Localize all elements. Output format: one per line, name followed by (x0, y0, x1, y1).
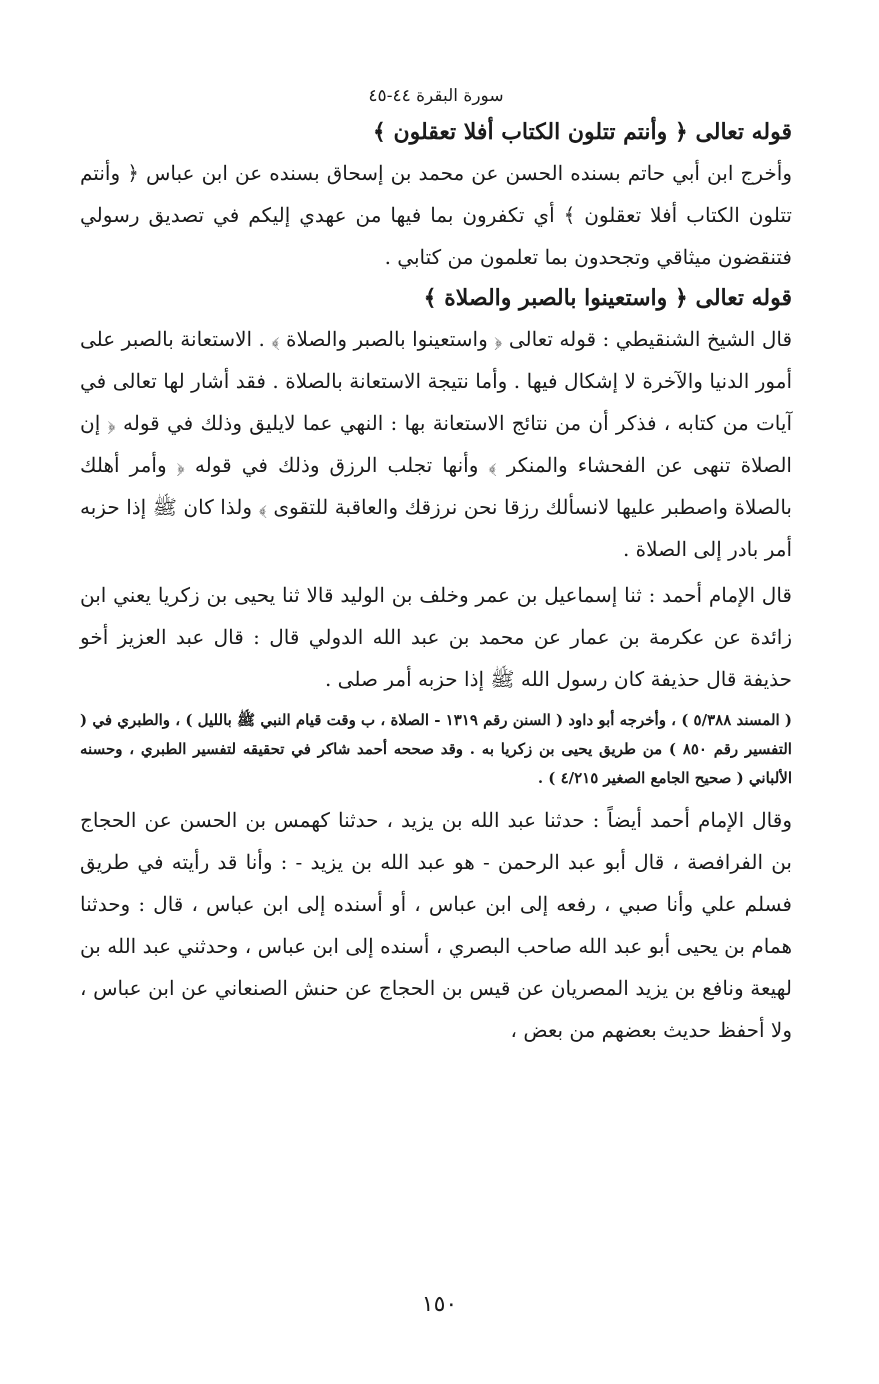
page-number: ١٥٠ (421, 1292, 458, 1317)
document-page (80, 84, 792, 1051)
paragraph-shanqiti: قال الشيخ الشنقيطي : قوله تعالى ﴿ واستعينوا بالصبر والصلاة ﴾ . الاستعانة بالصبر على أمور الدنيا والآخرة لا إشكال فيها . وأما نتيجة الاستعانة بالصلاة . فقد أشار لها تعالى في آيات من كتابه ، فذكر أن من نتائج الاستعانة بها : النهي عما لايليق وذلك في قوله ﴿ إن الصلاة تنهى عن الفحشاء والمنكر ﴾ وأنها تجلب الرزق وذلك في قوله ﴿ وأمر أهلك بالصلاة واصطبر عليها لانسألك رزقا نحن نرزقك والعاقبة للتقوى ﴾ ولذا كان ﷺ إذا حزبه أمر بادر إلى الصلاة . (80, 327, 792, 561)
running-header: سورة البقرة ٤٤-٤٥ (368, 86, 504, 106)
section-heading-1: قوله تعالى ﴿ وأنتم تتلون الكتاب أفلا تعقلون ﴾ (372, 119, 792, 145)
paragraph-imam-ahmad-2: وقال الإمام أحمد أيضاً : حدثنا عبد الله بن يزيد ، حدثنا كهمس بن الحسن عن الحجاج بن الفرافصة ، قال أبو عبد الرحمن - هو عبد الله بن يزيد - : وأنا قد رأيته في طريق فسلم علي وأنا صبي ، رفعه إلى ابن عباس ، أو أسنده إلى ابن عباس ، قال : وحدثنا همام بن يحيى أبو عبد الله صاحب البصري ، أسنده إلى ابن عباس ، وحدثني عبد الله بن لهيعة ونافع بن يزيد المصريان عن قيس بن الحجاج عن حنش الصنعاني عن ابن عباس ، ولا أحفظ حديث بعضهم من بعض ، (80, 808, 792, 1042)
paragraph-ibn-abi-hatim: وأخرج ابن أبي حاتم بسنده الحسن عن محمد بن إسحاق بسنده عن ابن عباس ﴿ وأنتم تتلون الكتاب أفلا تعقلون ﴾ أي تكفرون بما فيها من عهدي إليكم في تصديق رسولي فتنقضون ميثاقي وتجحدون بما تعلمون من كتابي . (80, 161, 792, 269)
footnote-citation: ( المسند ٥/٣٨٨ ) ، وأخرجه أبو داود ( السنن رقم ١٣١٩ - الصلاة ، ب وقت قيام النبي ﷺ بالليل ) ، والطبري في ( التفسير رقم ٨٥٠ ) من طريق يحيى بن زكريا به . وقد صححه أحمد شاكر في تحقيقه لتفسير الطبري ، وحسنه الألباني ( صحيح الجامع الصغير ٤/٢١٥ ) . (80, 711, 792, 787)
section-heading-2: قوله تعالى ﴿ واستعينوا بالصبر والصلاة ﴾ (423, 285, 792, 311)
paragraph-imam-ahmad: قال الإمام أحمد : ثنا إسماعيل بن عمر وخلف بن الوليد قالا ثنا يحيى بن زكريا يعني ابن زائدة عن عكرمة بن عمار عن محمد بن عبد الله الدولي قال : قال عبد العزيز أخو حذيفة قال حذيفة كان رسول الله ﷺ إذا حزبه أمر صلى . (80, 583, 792, 691)
